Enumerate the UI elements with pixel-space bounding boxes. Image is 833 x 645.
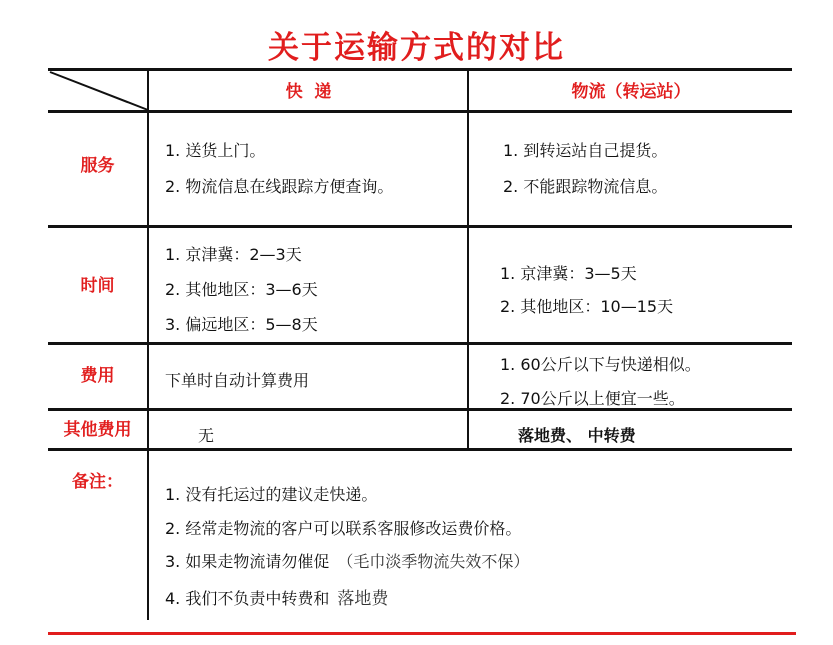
row-label-other-fees: 其他费用 — [63, 420, 132, 440]
service-logistics-line-2: 2. 不能跟踪物流信息。 — [503, 177, 668, 196]
service-express-line-2: 2. 物流信息在线跟踪方便查询。 — [165, 177, 394, 196]
time-logistics-line-1: 1. 京津冀：3—5天 — [500, 264, 637, 283]
corner-diagonal — [48, 70, 150, 112]
time-express-line-1: 1. 京津冀：2—3天 — [165, 245, 302, 264]
row-label-cost: 费用 — [80, 366, 115, 386]
service-express-line-1: 1. 送货上门。 — [165, 141, 266, 160]
bottom-red-rule — [48, 632, 796, 635]
page-title: 关于运输方式的对比 — [268, 30, 565, 66]
service-logistics-line-1: 1. 到转运站自己提货。 — [503, 141, 668, 160]
rule-service-bottom — [48, 225, 792, 228]
other-express-value: 无 — [198, 426, 215, 445]
note-2: 2. 经常走物流的客户可以联系客服修改运费价格。 — [165, 519, 522, 538]
rule-other-bottom — [48, 448, 792, 451]
rule-header-bottom — [48, 110, 792, 113]
vline-label-col — [147, 70, 149, 620]
row-label-service: 服务 — [80, 156, 115, 176]
row-label-time: 时间 — [80, 276, 115, 296]
rule-top — [48, 68, 792, 71]
cost-logistics-line-2: 2. 70公斤以上便宜一些。 — [500, 389, 685, 408]
time-express-line-3: 3. 偏远地区：5—8天 — [165, 315, 318, 334]
note-4-suffix: 落地费 — [337, 589, 389, 609]
cost-express-line-1: 下单时自动计算费用 — [165, 371, 310, 390]
note-4 — [165, 584, 388, 609]
rule-time-bottom — [48, 342, 792, 345]
column-header-logistics: 物流（转运站） — [571, 82, 691, 102]
note-3-text: 3. 如果走物流请勿催促 — [165, 552, 330, 571]
time-logistics-line-2: 2. 其他地区：10—15天 — [500, 297, 674, 316]
cost-logistics-line-1: 1. 60公斤以下与快递相似。 — [500, 355, 701, 374]
other-logistics-value: 落地费、 中转费 — [518, 426, 636, 445]
row-label-notes: 备注： — [72, 472, 123, 492]
note-3-suffix: （毛巾淡季物流失效不保） — [337, 552, 530, 571]
time-express-line-2: 2. 其他地区：3—6天 — [165, 280, 318, 299]
note-3 — [165, 549, 529, 572]
note-4-text: 4. 我们不负责中转费和 — [165, 589, 330, 608]
column-header-express: 快 递 — [285, 82, 332, 102]
vline-middle — [467, 70, 469, 450]
note-1: 1. 没有托运过的建议走快递。 — [165, 485, 378, 504]
